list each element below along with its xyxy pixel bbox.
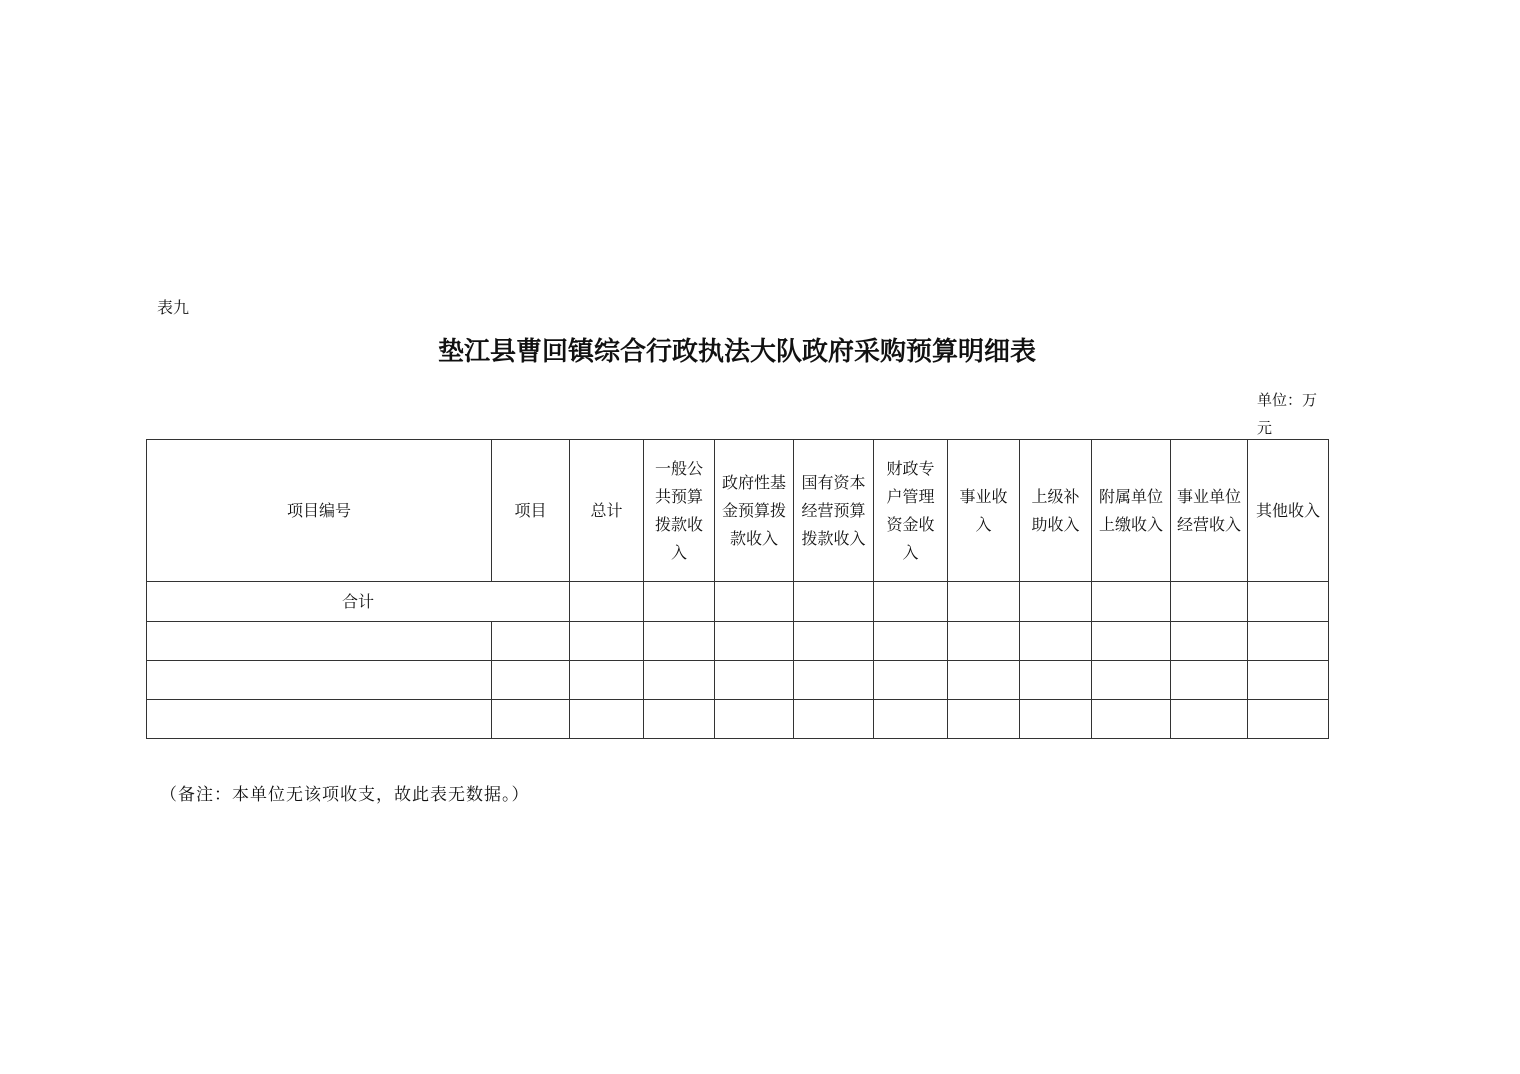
- header-superior-subsidy: 上级补助收入: [1020, 440, 1092, 582]
- unit-label: 单位：万元: [1257, 391, 1318, 437]
- header-general-budget: 一般公共预算拨款收入: [644, 440, 715, 582]
- table-number-label: 表九: [157, 298, 190, 317]
- table-cell: [492, 700, 570, 739]
- table-cell: [570, 661, 644, 700]
- table-cell: [948, 661, 1020, 700]
- header-business-operation: 事业单位经营收入: [1171, 440, 1248, 582]
- table-cell: [570, 582, 644, 622]
- table-cell: [1092, 622, 1171, 661]
- table-cell: [570, 622, 644, 661]
- table-cell: [1171, 582, 1248, 622]
- table-total-row: [147, 582, 1329, 622]
- table-cell: [794, 661, 874, 700]
- document-title: 垫江县曹回镇综合行政执法大队政府采购预算明细表: [437, 337, 1036, 367]
- table-cell: [1248, 661, 1329, 700]
- table-cell: [1171, 700, 1248, 739]
- procurement-budget-table: [146, 439, 1329, 739]
- table-cell: [1020, 582, 1092, 622]
- header-state-capital: 国有资本经营预算拨款收入: [794, 440, 874, 582]
- table-cell: [1171, 622, 1248, 661]
- table-cell: [874, 582, 948, 622]
- table-cell: [794, 700, 874, 739]
- table-cell: [644, 582, 715, 622]
- table-cell: [1092, 700, 1171, 739]
- table-row: [147, 622, 1329, 661]
- table-cell: [1092, 661, 1171, 700]
- header-business-income: 事业收入: [948, 440, 1020, 582]
- table-cell: [644, 700, 715, 739]
- table-cell: [715, 661, 794, 700]
- table-cell: [948, 582, 1020, 622]
- table-cell: [492, 622, 570, 661]
- table-cell: [874, 700, 948, 739]
- table-cell: [147, 700, 492, 739]
- table-cell: [715, 622, 794, 661]
- table-cell: [1171, 661, 1248, 700]
- table-cell: [1248, 700, 1329, 739]
- table-cell: [1248, 582, 1329, 622]
- table-cell: [644, 622, 715, 661]
- footnote: （备注：本单位无该项收支，故此表无数据。）: [160, 785, 530, 805]
- total-row-label: 合计: [147, 582, 570, 622]
- table-cell: [1020, 661, 1092, 700]
- table-header-row: [147, 440, 1329, 582]
- table-cell: [147, 622, 492, 661]
- header-subordinate-remittance: 附属单位上缴收入: [1092, 440, 1171, 582]
- table-cell: [948, 700, 1020, 739]
- header-project-code: 项目编号: [147, 440, 492, 582]
- table-cell: [948, 622, 1020, 661]
- table-cell: [1092, 582, 1171, 622]
- header-government-fund: 政府性基金预算拨款收入: [715, 440, 794, 582]
- table-row: [147, 700, 1329, 739]
- table-cell: [874, 622, 948, 661]
- table-row: [147, 661, 1329, 700]
- table-cell: [1248, 622, 1329, 661]
- table-cell: [715, 700, 794, 739]
- header-total: 总计: [570, 440, 644, 582]
- table-cell: [715, 582, 794, 622]
- header-project: 项目: [492, 440, 570, 582]
- header-fiscal-account: 财政专户管理资金收入: [874, 440, 948, 582]
- table-cell: [794, 582, 874, 622]
- table-cell: [570, 700, 644, 739]
- table-cell: [794, 622, 874, 661]
- table-cell: [1020, 700, 1092, 739]
- table-cell: [874, 661, 948, 700]
- table-cell: [147, 661, 492, 700]
- table-cell: [492, 661, 570, 700]
- table-cell: [644, 661, 715, 700]
- table-cell: [1020, 622, 1092, 661]
- header-other-income: 其他收入: [1248, 440, 1329, 582]
